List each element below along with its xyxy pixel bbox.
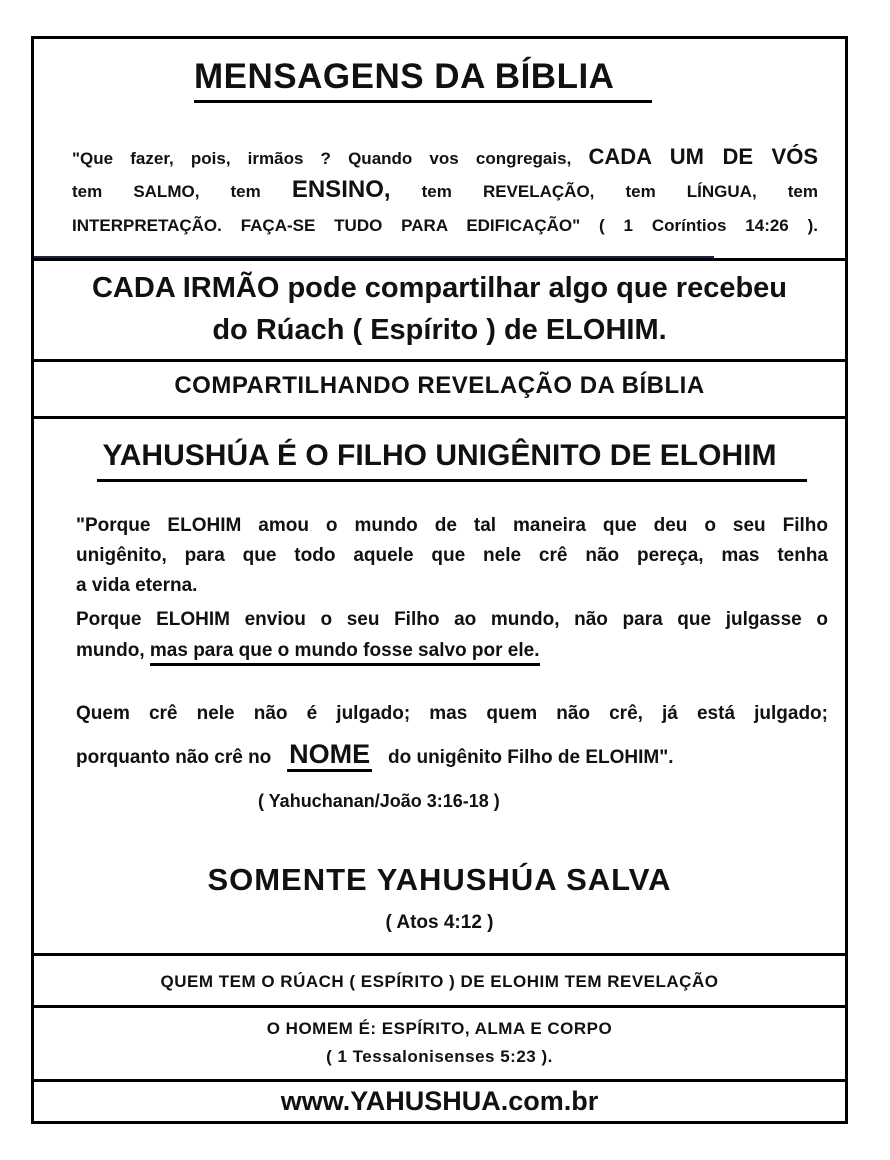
verse3-line2 [76, 739, 828, 773]
verse-reference: ( Yahuchanan/João 3:16-18 ) [258, 791, 500, 811]
quote1-line3: INTERPRETAÇÃO. FAÇA-SE TUDO PARA EDIFICAÇÃO" ( 1 Coríntios 14:26 ). [72, 216, 818, 235]
quote1-emphasis: CADA UM DE VÓS [588, 144, 818, 169]
quote1-line2 [72, 173, 818, 209]
share-line1: CADA IRMÃO pode compartilhar algo que recebeu [91, 272, 788, 304]
quote1-emphasis: ENSINO, [291, 176, 391, 203]
quote1-line1 [72, 140, 818, 176]
revelation-line: QUEM TEM O RÚACH ( ESPÍRITO ) DE ELOHIM TEM REVELAÇÃO [160, 972, 719, 991]
verse1-line1: "Porque ELOHIM amou o mundo de tal maneira que deu o seu Filho [76, 515, 828, 536]
share-blurb [34, 267, 845, 351]
verse3-text: do unigênito Filho de ELOHIM". [387, 747, 674, 768]
page-frame [31, 36, 848, 1124]
nome-emphasis: NOME [287, 739, 372, 772]
page-title: MENSAGENS DA BÍBLIA [194, 57, 615, 96]
main-title: YAHUSHÚA É O FILHO UNIGÊNITO DE ELOHIM [102, 439, 777, 472]
divider [34, 416, 845, 419]
verse3-line1: Quem crê nele não é julgado; mas quem não crê, já está julgado; [76, 703, 828, 724]
website-url: www.YAHUSHUA.com.br [280, 1086, 599, 1116]
tessalonisenses-reference: ( 1 Tessalonisenses 5:23 ). [326, 1047, 553, 1066]
section-heading: COMPARTILHANDO REVELAÇÃO DA BÍBLIA [174, 372, 705, 399]
title-underline [194, 100, 652, 103]
quote1-text: "Que fazer, pois, irmãos ? Quando vos congregais, [72, 149, 572, 168]
somente-heading: SOMENTE YAHUSHÚA SALVA [207, 862, 672, 897]
verse2-text: mundo, [76, 640, 145, 661]
verse2-underlined: mas para que o mundo fosse salvo por ele. [150, 640, 540, 666]
verse1-line3: a vida eterna. [76, 575, 198, 596]
homem-line: O HOMEM É: ESPÍRITO, ALMA E CORPO [266, 1019, 613, 1038]
divider [34, 1005, 845, 1008]
quote1-text: tem REVELAÇÃO, tem LÍNGUA, tem [421, 182, 818, 201]
divider [34, 359, 845, 362]
divider [34, 258, 845, 261]
verse2-line1: Porque ELOHIM enviou o seu Filho ao mundo, não para que julgasse o [76, 609, 828, 630]
divider [34, 953, 845, 956]
verse1-line2: unigênito, para que todo aquele que nele crê não pereça, mas tenha [76, 545, 828, 566]
divider [34, 1079, 845, 1082]
quote1-text: tem SALMO, tem [72, 182, 261, 201]
main-title-underline [97, 479, 807, 482]
share-line2: do Rúach ( Espírito ) de ELOHIM. [212, 314, 667, 346]
verse2-line2 [76, 636, 828, 666]
atos-reference: ( Atos 4:12 ) [385, 912, 494, 933]
verse3-text: porquanto não crê no [76, 747, 272, 768]
